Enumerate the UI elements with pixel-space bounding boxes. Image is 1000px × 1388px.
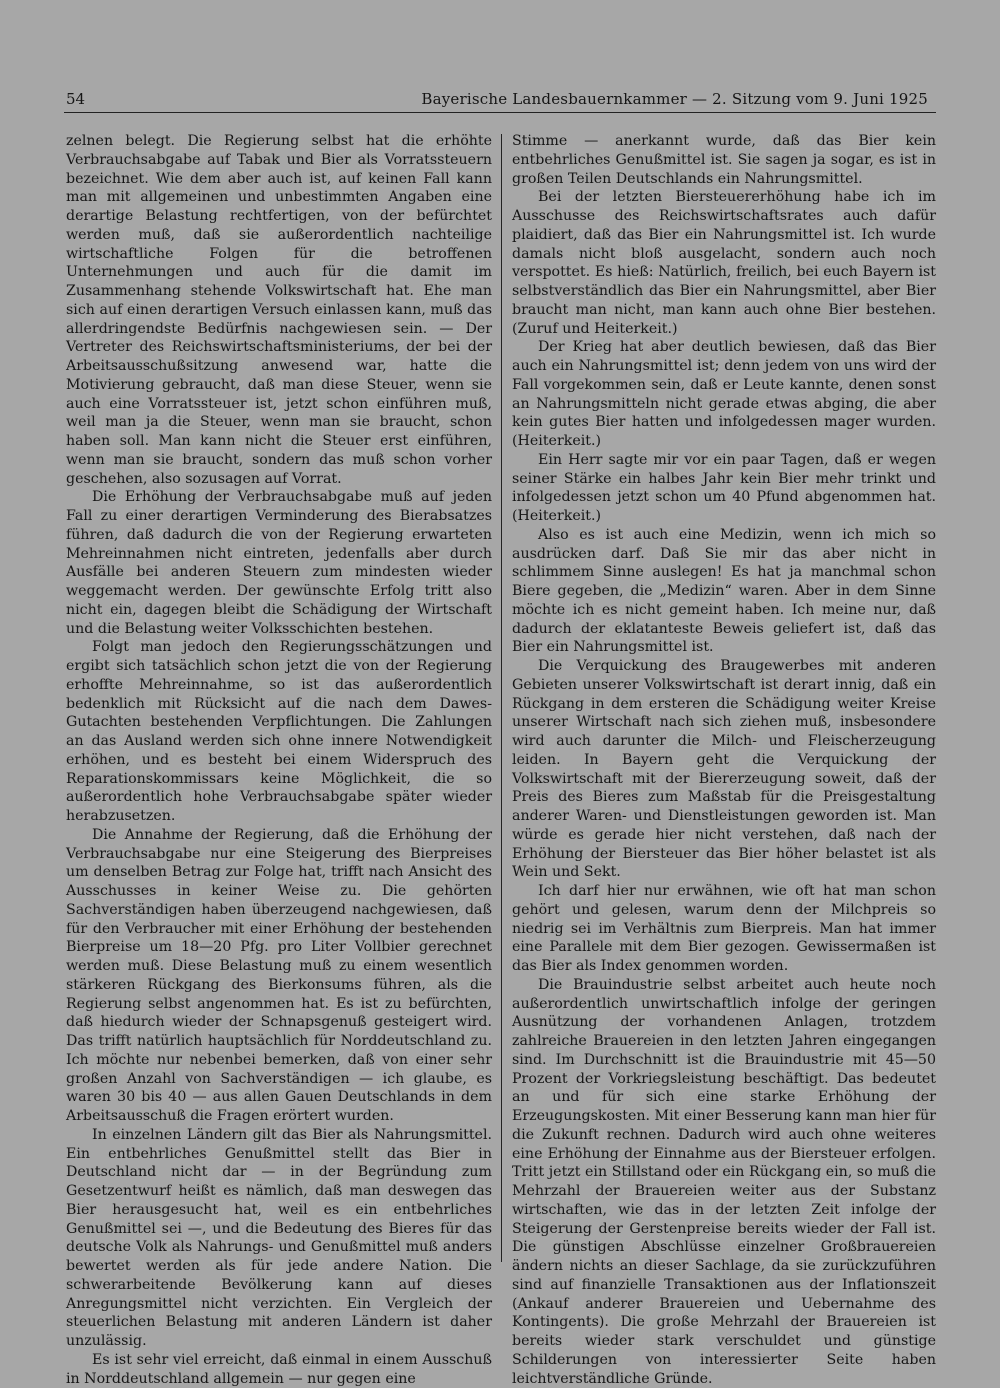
paragraph: Ich darf hier nur erwähnen, wie oft hat man schon gehört und gelesen, warum denn der Milchpreis so niedrig sei im Verhältnis zum Bierpreis. Man hat immer eine Parallele mit dem Bier gezogen. Gewissermaßen ist das Bier als Index genommen worden.	[512, 883, 936, 974]
column-divider	[501, 134, 502, 1262]
paragraph: In einzelnen Ländern gilt das Bier als Nahrungsmittel. Ein entbehrliches Genußmittel stellt das Bier in Deutschland nicht dar — in der Begründung zum Gesetzentwurf heißt es nämlich, daß man deswegen das Bier herausgesucht hat, weil es ein entbehrliches Genußmittel sei —, und die Bedeutung des Bieres für das deutsche Volk als Nahrungs- und Genußmittel muß anders bewertet werden als für jede andere Nation. Die schwerarbeitende Bevölkerung kann auf dieses Anregungsmittel nicht verzichten. Ein Vergleich der steuerlichen Belastung mit anderen Ländern ist daher unzulässig.	[66, 1126, 492, 1349]
paragraph: Stimme — anerkannt wurde, daß das Bier kein entbehrliches Genußmittel ist. Sie sagen ja sogar, es ist in großen Teilen Deutschlands ein Nahrungsmittel.	[512, 133, 936, 187]
paragraph: zelnen belegt. Die Regierung selbst hat die erhöhte Verbrauchsabgabe auf Tabak und Bier als Vorratssteuern bezeichnet. Wie dem aber auch ist, auf keinen Fall kann man mit allgemeinen und unbestimmten Angaben eine derartige Belastung rechtfertigen, von der befürchtet werden muß, daß sie außerordentlich nachteilige wirtschaftliche Folgen für die betroffenen Unternehmungen und auch für die damit im Zusammenhang stehende Volkswirtschaft hat. Ehe man sich auf einen derartigen Versuch einlassen kann, muß das allerdringendste Bedürfnis nachgewiesen sein. — Der Vertreter des Reichswirtschaftsministeriums, der bei der Arbeitsausschußsitzung anwesend war, hatte die Motivierung gebraucht, daß man diese Steuer, wenn sie auch eine Vorratssteuer ist, jetzt schon einführen muß, weil man ja die Steuer, wenn man sie braucht, schon haben soll. Man kann nicht die Steuer erst einführen, wenn man sie braucht, sondern das muß schon vorher geschehen, also sozusagen auf Vorrat.	[66, 133, 492, 487]
paragraph: Der Krieg hat aber deutlich bewiesen, daß das Bier auch ein Nahrungsmittel ist; denn jedem von uns wird der Fall vorgekommen sein, daß er Leute kannte, denen sonst an Nahrungsmitteln nicht gerade etwas abging, die aber kein gutes Bier hatten und infolgedessen mager wurden. (Heiterkeit.)	[512, 339, 936, 449]
running-title: Bayerische Landesbauernkammer — 2. Sitzung vom 9. Juni 1925	[421, 90, 928, 108]
paragraph: Bei der letzten Biersteuererhöhung habe ich im Ausschusse des Reichswirtschaftsrates auch dafür plaidiert, daß das Bier ein Nahrungsmittel ist. Ich wurde damals nicht bloß ausgelacht, sondern auch noch verspottet. Es hieß: Natürlich, freilich, bei euch Bayern ist selbstverständlich das Bier ein Nahrungsmittel, aber Bier braucht man nicht, man kann auch ohne Bier bestehen. (Zuruf und Heiterkeit.)	[512, 189, 936, 337]
right-column	[512, 132, 936, 1387]
paragraph: Es ist sehr viel erreicht, daß einmal in einem Ausschuß in Norddeutschland allgemein — nur gegen eine	[66, 1351, 492, 1387]
left-column	[66, 132, 492, 1387]
paragraph: Ein Herr sagte mir vor ein paar Tagen, daß er wegen seiner Stärke ein halbes Jahr kein Bier mehr trinkt und infolgedessen jetzt schon um 40 Pfund abgenommen hat. (Heiterkeit.)	[512, 451, 936, 524]
paragraph: Die Verquickung des Braugewerbes mit anderen Gebieten unserer Volkswirtschaft ist derart innig, daß ein Rückgang in dem ersteren die Schädigung weiter Kreise unserer Wirtschaft nach sich ziehen muß, insbesondere wird auch darunter die Milch- und Fleischerzeugung leiden. In Bayern geht die Verquickung der Volkswirtschaft mit der Biererzeugung soweit, daß der Preis des Bieres zum Maßstab für die Preisgestaltung anderer Waren- und Dienstleistungen geworden ist. Man würde es gerade hier nicht verstehen, daß nach der Erhöhung der Biersteuer das Bier höher belastet ist als Wein und Sekt.	[512, 658, 936, 881]
paragraph: Die Brauindustrie selbst arbeitet auch heute noch außerordentlich unwirtschaftlich infolge der geringen Ausnützung der vorhandenen Anlagen, trotzdem zahlreiche Brauereien in den letzten Jahren eingegangen sind. Im Durchschnitt ist die Brauindustrie mit 45—50 Prozent der Vorkriegsleistung beschäftigt. Das bedeutet an und für sich eine starke Erhöhung der Erzeugungskosten. Mit einer Besserung kann man hier für die Zukunft rechnen. Dadurch wird auch ohne weiteres eine Erhöhung der Einnahme aus der Biersteuer erfolgen. Tritt jetzt ein Stillstand oder ein Rückgang ein, so muß die Mehrzahl der Brauereien weiter aus der Substanz wirtschaften, wie das in der letzten Zeit infolge der Steigerung der Gerstenpreise bereits wieder der Fall ist. Die günstigen Abschlüsse einzelner Großbrauereien ändern nichts an dieser Sachlage, da sie zurückzuführen sind auf finanzielle Transaktionen aus der Inflationszeit (Ankauf anderer Brauereien und Uebernahme des Kontingents). Die große Mehrzahl der Brauereien ist bereits wieder stark verschuldet und günstige Schilderungen von interessierter Seite haben leichtverständliche Gründe.	[512, 976, 936, 1387]
paragraph: Die Annahme der Regierung, daß die Erhöhung der Verbrauchsabgabe nur eine Steigerung des Bierpreises um denselben Betrag zur Folge hat, trifft nach Ansicht des Ausschusses in keiner Weise zu. Die gehörten Sachverständigen haben überzeugend nachgewiesen, daß für den Verbraucher mit einer Erhöhung der bestehenden Bierpreise um 18—20 Pfg. pro Liter Vollbier gerechnet werden muß. Diese Belastung muß zu einem wesentlich stärkeren Rückgang des Bierkonsums führen, als die Regierung selbst angenommen hat. Es ist zu befürchten, daß hiedurch wieder der Schnapsgenuß gesteigert wird. Das trifft natürlich hauptsächlich für Norddeutschland zu. Ich möchte nur nebenbei bemerken, daß von einer sehr großen Anzahl von Sachverständigen — ich glaube, es waren 30 bis 40 — aus allen Gauen Deutschlands in dem Arbeitsausschuß die Fragen erörtert wurden.	[66, 826, 492, 1124]
page-number: 54	[66, 90, 86, 108]
paragraph: Also es ist auch eine Medizin, wenn ich mich so ausdrücken darf. Daß Sie mir das aber nicht in schlimmem Sinne auslegen! Es hat ja manchmal schon Biere gegeben, die „Medizin“ waren. Aber in dem Sinne möchte ich es nicht gemeint haben. Ich meine nur, daß dadurch der eklatanteste Beweis geliefert ist, daß das Bier ein Nahrungsmittel ist.	[512, 526, 936, 656]
page-header	[64, 88, 936, 113]
paragraph: Die Erhöhung der Verbrauchsabgabe muß auf jeden Fall zu einer derartigen Verminderung des Bierabsatzes führen, daß dadurch die von der Regierung erwarteten Mehreinnahmen nicht eintreten, jedenfalls aber durch Ausfälle bei anderen Steuern zum mindesten wieder weggemacht werden. Der gewünschte Erfolg tritt also nicht ein, dagegen bleibt die Schädigung der Wirtschaft und die Belastung weiter Volksschichten bestehen.	[66, 489, 492, 637]
paragraph: Folgt man jedoch den Regierungsschätzungen und ergibt sich tatsächlich schon jetzt die von der Regierung erhoffte Mehreinnahme, so ist das außerordentlich bedenklich mit Rücksicht auf die nach dem Dawes-Gutachten bestehenden Verpflichtungen. Die Zahlungen an das Ausland werden sich ohne innere Notwendigkeit erhöhen, und es besteht bei einem Widerspruch des Reparationskommissars keine Möglichkeit, die so außerordentlich hohe Verbrauchsabgabe später wieder herabzusetzen.	[66, 639, 492, 824]
